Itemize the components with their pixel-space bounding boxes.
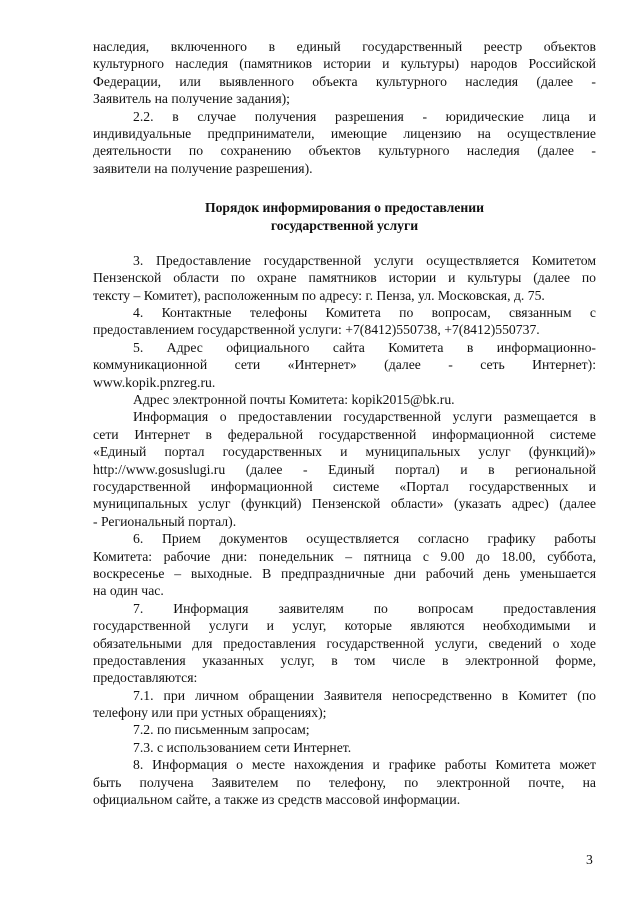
text-line: культурного наследия (памятников истории и культуры) народов Российской <box>93 56 596 72</box>
text-line: Пензенской области по охране памятников истории и культуры (далее по <box>93 270 596 286</box>
text-line: предоставления указанных услуг, в том числе в электронной форме, <box>93 652 596 668</box>
paragraph-2-2 <box>93 108 596 178</box>
text-line: быть получена Заявителем по телефону, по электронной почте, на <box>93 774 596 790</box>
text-line: сети Интернет в федеральной государственной информационной системе <box>93 426 596 442</box>
text-line: официальном сайте, а также из средств массовой информации. <box>93 792 461 808</box>
section-body <box>93 252 596 809</box>
text-line: 8. Информация о месте нахождения и графике работы Комитета может <box>133 757 596 773</box>
text-line: обязательными для предоставления государственной услуги, сведений о ходе <box>93 635 596 651</box>
text-line: 6. Прием документов осуществляется согласно графику работы <box>133 531 596 547</box>
heading-line-2: государственной услуги <box>270 217 419 233</box>
text-line: государственной услуги и услуг, которые являются необходимыми и <box>93 618 596 634</box>
text-line: Информация о предоставлении государственной услуги размещается в <box>133 409 596 425</box>
text-line: заявители на получение разрешения). <box>93 160 313 176</box>
text-line: коммуникационной сети «Интернет» (далее - сеть Интернет): <box>93 357 596 373</box>
text-line: Заявитель на получение задания); <box>93 91 290 107</box>
spacer <box>93 234 596 252</box>
text-line: Федерации, или выявленного объекта культурного наследия (далее - <box>93 73 596 89</box>
text-line: Адрес электронной почты Комитета: kopik2015@bk.ru. <box>133 392 455 408</box>
section-heading <box>93 199 596 234</box>
text-line: на один час. <box>93 583 164 599</box>
text-line: www.kopik.pnzreg.ru. <box>93 374 216 390</box>
text-line: 3. Предоставление государственной услуги осуществляется Комитетом <box>133 252 596 268</box>
text-line: наследия, включенного в единый государственный реестр объектов <box>93 39 596 54</box>
text-line: 7.1. при личном обращении Заявителя непосредственно в Комитет (по <box>133 687 596 703</box>
text-line: воскресенье – выходные. В предпраздничные дни рабочий день уменьшается <box>93 565 596 581</box>
text-line: деятельности по сохранению объектов культурного наследия (далее - <box>93 143 596 159</box>
paragraph-intro <box>93 38 596 108</box>
text-line: муниципальных услуг (функций) Пензенской области» (указать адрес) (далее <box>93 496 596 512</box>
text-line: - Региональный портал). <box>93 513 237 529</box>
text-line: 7. Информация заявителям по вопросам предоставления <box>133 600 596 616</box>
document-page <box>93 38 596 808</box>
text-line: «Единый портал государственных и муниципальных услуг (функций)» <box>93 444 596 460</box>
text-line: 7.2. по письменным запросам; <box>133 722 310 738</box>
text-line: индивидуальные предприниматели, имеющие лицензию на осуществление <box>93 125 596 141</box>
spacer <box>93 177 596 199</box>
text-line: 7.3. с использованием сети Интернет. <box>133 739 352 755</box>
text-line: предоставляются: <box>93 670 198 686</box>
heading-line-1: Порядок информирования о предоставлении <box>204 200 485 216</box>
text-line: 5. Адрес официального сайта Комитета в информационно- <box>133 339 596 355</box>
page-number: 3 <box>586 852 593 867</box>
text-line: государственной информационной системе «Портал государственных и <box>93 478 596 494</box>
text-line: http://www.gosuslugi.ru (далее - Единый портал) и в региональной <box>93 461 596 477</box>
text-line: тексту – Комитет), расположенным по адресу: г. Пенза, ул. Московская, д. 75. <box>93 287 545 303</box>
text-line: предоставлением государственной услуги: +7(8412)550738, +7(8412)550737. <box>93 322 540 338</box>
text-line: 4. Контактные телефоны Комитета по вопросам, связанным с <box>133 305 596 321</box>
text-line: 2.2. в случае получения разрешения - юридические лица и <box>133 108 596 124</box>
text-line: Комитета: рабочие дни: понедельник – пятница с 9.00 до 18.00, суббота, <box>93 548 596 564</box>
text-line: телефону или при устных обращениях); <box>93 705 327 721</box>
